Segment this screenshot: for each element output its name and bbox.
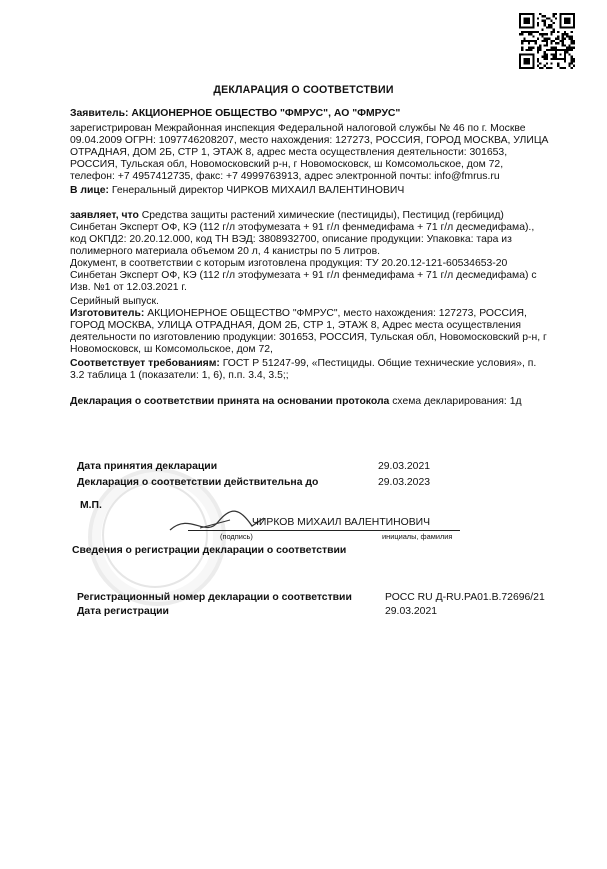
registration-number-value: РОСС RU Д-RU.РА01.В.72696/21 [385, 592, 545, 603]
qr-module [548, 24, 550, 26]
qr-module [546, 38, 548, 40]
qr-module [553, 40, 555, 42]
qr-module [571, 35, 573, 37]
qr-module [544, 65, 546, 67]
requirements-line [70, 358, 590, 370]
qr-module [553, 53, 555, 55]
qr-module [546, 26, 548, 28]
qr-module [544, 56, 546, 58]
qr-module [526, 31, 528, 33]
qr-module [571, 62, 573, 64]
qr-module [562, 33, 564, 35]
qr-module [537, 24, 539, 26]
qr-module [541, 35, 543, 37]
qr-module [566, 47, 568, 49]
signer-name: ЧИРКОВ МИХАИЛ ВАЛЕНТИНОВИЧ [252, 517, 431, 528]
qr-module [562, 35, 564, 37]
qr-module [546, 44, 548, 46]
qr-module [557, 62, 559, 64]
qr-module [564, 67, 566, 69]
valid-label: Декларация о соответствии действительна до [77, 477, 319, 488]
qr-module [537, 65, 539, 67]
qr-module [544, 20, 546, 22]
qr-module [571, 60, 573, 62]
qr-module [562, 40, 564, 42]
qr-module [539, 33, 541, 35]
qr-module [566, 49, 568, 51]
qr-module [553, 15, 555, 17]
qr-module [573, 42, 575, 44]
qr-module [553, 22, 555, 24]
applicant-detail-line: зарегистрирован Межрайонная инспекция Федеральной налоговой службы № 46 по г. Москве [70, 123, 526, 134]
qr-module [555, 42, 557, 44]
qr-module [541, 33, 543, 35]
qr-module [535, 42, 537, 44]
qr-module [537, 51, 539, 53]
basis-label: Декларация о соответствии принята на основании протокола [70, 396, 390, 407]
qr-module [550, 24, 552, 26]
qr-module [566, 35, 568, 37]
qr-module [568, 49, 570, 51]
qr-module [544, 15, 546, 17]
qr-module [568, 47, 570, 49]
qr-module [564, 33, 566, 35]
qr-module [546, 58, 548, 60]
qr-module [557, 38, 559, 40]
qr-module [568, 38, 570, 40]
qr-module [521, 42, 523, 44]
qr-module [548, 38, 550, 40]
qr-module [541, 15, 543, 17]
qr-module [566, 33, 568, 35]
manufacturer-line [70, 308, 590, 320]
manufacturer-detail-line: ГОРОД МОСКВА, УЛИЦА ОТРАДНАЯ, ДОМ 2Б, СТР 1, ЭТАЖ 8, Адрес места осуществления [70, 320, 521, 331]
qr-module [537, 17, 539, 19]
declares-detail-line: полимерного материала объемом 20 л, 4 канистры по 5 литров. [70, 246, 380, 257]
qr-module [541, 56, 543, 58]
qr-module [557, 65, 559, 67]
qr-module [526, 49, 528, 51]
qr-module [573, 40, 575, 42]
applicant-detail-line: ОТРАДНАЯ, ДОМ 2Б, СТР 1, ЭТАЖ 8, адрес места осуществления деятельности: 301653, [70, 147, 508, 158]
qr-module [557, 31, 559, 33]
registration-date-value: 29.03.2021 [385, 606, 438, 617]
basis-text: схема декларирования: 1д [389, 396, 522, 407]
declares-detail-line: Синбетан Эксперт ОФ, КЭ (112 г/л этофумезата + 91 г/л фенмедифама + 71 г/л десмедифама) с [70, 270, 537, 281]
basis-line [70, 396, 590, 408]
document-title: ДЕКЛАРАЦИЯ О СООТВЕТСТВИИ [213, 84, 394, 96]
qr-module [571, 58, 573, 60]
qr-module [544, 53, 546, 55]
qr-module [571, 49, 573, 51]
applicant-name: АКЦИОНЕРНОЕ ОБЩЕСТВО "ФМРУС", АО "ФМРУС" [128, 108, 401, 119]
person-value: Генеральный директор ЧИРКОВ МИХАИЛ ВАЛЕНТИНОВИЧ [109, 185, 405, 196]
qr-module [528, 33, 530, 35]
qr-module [528, 47, 530, 49]
registration-date-label: Дата регистрации [77, 606, 169, 617]
qr-module [557, 42, 559, 44]
qr-module [537, 31, 539, 33]
qr-module [548, 17, 550, 19]
qr-module [532, 47, 534, 49]
qr-module [568, 65, 570, 67]
qr-module [546, 53, 548, 55]
registration-heading: Сведения о регистрации декларации о соответствии [72, 545, 347, 556]
qr-module [553, 29, 555, 31]
qr-module [550, 62, 552, 64]
qr-module [550, 53, 552, 55]
mp-label: М.П. [80, 500, 102, 511]
qr-module [550, 58, 552, 60]
qr-module [537, 58, 539, 60]
qr-module [566, 51, 568, 53]
qr-module [546, 49, 548, 51]
qr-module [539, 62, 541, 64]
qr-module [550, 47, 552, 49]
qr-module [562, 44, 564, 46]
qr-module [548, 49, 550, 51]
qr-module [571, 67, 573, 69]
requirements-label: Соответствует требованиям: [70, 358, 220, 369]
qr-module [544, 58, 546, 60]
qr-module [544, 38, 546, 40]
qr-module [562, 38, 564, 40]
requirements-first: ГОСТ Р 51247-99, «Пестициды. Общие технические условия», п. [219, 358, 537, 369]
applicant-label: Заявитель: [70, 108, 129, 119]
qr-module [541, 20, 543, 22]
qr-module [521, 40, 523, 42]
qr-module [573, 58, 575, 60]
qr-module [523, 17, 530, 24]
qr-module [548, 67, 550, 69]
qr-module [523, 38, 525, 40]
signature-line [188, 530, 460, 531]
qr-module [564, 17, 571, 24]
qr-module [544, 22, 546, 24]
declares-detail-line: Документ, в соответствии с которым изготовлена продукция: ТУ 20.20.12-121-60534653-20 [70, 258, 508, 269]
qr-module [539, 67, 541, 69]
qr-module [523, 40, 525, 42]
qr-module [548, 26, 550, 28]
qr-module [559, 53, 561, 55]
qr-module [532, 40, 534, 42]
qr-module [550, 31, 552, 33]
qr-module [546, 17, 548, 19]
qr-module [553, 31, 555, 33]
qr-module [564, 38, 566, 40]
signature-caption: (подпись) [220, 532, 253, 541]
registration-number-label: Регистрационный номер декларации о соответствии [77, 592, 352, 603]
qr-module [521, 31, 523, 33]
applicant-detail-line: телефон: +7 4957412735, факс: +7 4999763913, адрес электронной почты: info@fmrus.ru [70, 171, 500, 182]
qr-module [519, 33, 521, 35]
qr-module [555, 38, 557, 40]
qr-module [573, 65, 575, 67]
qr-module [571, 31, 573, 33]
manufacturer-first: АКЦИОНЕРНОЕ ОБЩЕСТВО "ФМРУС", место нахождения: 127273, РОССИЯ, [144, 308, 527, 319]
qr-module [541, 40, 543, 42]
qr-module [521, 49, 523, 51]
qr-module [544, 40, 546, 42]
declares-line [70, 210, 590, 222]
qr-module [557, 35, 559, 37]
qr-module [537, 22, 539, 24]
qr-module [571, 56, 573, 58]
qr-module [568, 62, 570, 64]
qr-module [564, 44, 566, 46]
qr-module [535, 31, 537, 33]
qr-module [571, 42, 573, 44]
person-label: В лице: [70, 185, 110, 196]
qr-module [528, 49, 530, 51]
qr-module [530, 49, 532, 51]
qr-module [562, 67, 564, 69]
qr-module [539, 44, 541, 46]
declares-detail-line: Синбетан Эксперт ОФ, КЭ (112 г/л этофумезата + 91 г/л фенмедифама + 71 г/л десмедифама)., [70, 222, 535, 233]
qr-module [546, 67, 548, 69]
qr-module [537, 49, 539, 51]
qr-module [553, 47, 555, 49]
qr-module [530, 33, 532, 35]
initials-caption: инициалы, фамилия [382, 532, 453, 541]
person-line [70, 185, 590, 197]
valid-value: 29.03.2023 [378, 477, 431, 488]
qr-module [523, 31, 525, 33]
applicant-line [70, 108, 590, 120]
qr-module [546, 56, 548, 58]
qr-module [537, 38, 539, 40]
qr-module [528, 40, 530, 42]
qr-module [546, 33, 548, 35]
qr-module [539, 13, 541, 15]
qr-module [550, 20, 552, 22]
qr-module [539, 49, 541, 51]
declares-detail-line: Серийный выпуск. [70, 296, 159, 307]
qr-module [571, 38, 573, 40]
qr-module [532, 35, 534, 37]
qr-module [550, 49, 552, 51]
qr-module [530, 47, 532, 49]
applicant-detail-line: РОССИЯ, Тульская обл, Новомосковский р-н, г Новомосковск, ш Комсомольское, дом 72, [70, 159, 504, 170]
qr-module [562, 42, 564, 44]
qr-module [535, 40, 537, 42]
qr-module [530, 40, 532, 42]
qr-module [550, 26, 552, 28]
qr-module [526, 40, 528, 42]
qr-module [564, 60, 566, 62]
qr-module [546, 40, 548, 42]
adopted-label: Дата принятия декларации [77, 461, 218, 472]
qr-module [537, 60, 539, 62]
qr-module [550, 33, 552, 35]
qr-module [568, 35, 570, 37]
qr-module [530, 31, 532, 33]
qr-module [544, 24, 546, 26]
qr-module [555, 17, 557, 19]
qr-module [539, 47, 541, 49]
applicant-detail-line: 09.04.2009 ОГРН: 1097746208207, место нахождения: 127273, РОССИЯ, ГОРОД МОСКВА, УЛИЦА [70, 135, 549, 146]
qr-module [553, 13, 555, 15]
qr-module [546, 42, 548, 44]
qr-module [550, 40, 552, 42]
qr-module [546, 62, 548, 64]
manufacturer-label: Изготовитель: [70, 308, 145, 319]
manufacturer-detail-line: Новомосковск, ш Комсомольское, дом 72, [70, 344, 273, 355]
qr-module [555, 47, 557, 49]
qr-module [573, 60, 575, 62]
qr-module [550, 67, 552, 69]
requirements-detail-line: 3.2 таблица 1 (показатели: 1, 6), п.п. 3.4, 3.5;; [70, 370, 289, 381]
qr-module [550, 42, 552, 44]
manufacturer-detail-line: деятельности по изготовлению продукции: 301653, РОССИЯ, Тульская обл, Новомосковский р-н, г [70, 332, 547, 343]
qr-module [553, 58, 555, 60]
qr-code [519, 13, 575, 69]
qr-module [544, 44, 546, 46]
qr-module [521, 33, 523, 35]
declares-label: заявляет, что [70, 210, 139, 221]
qr-module [568, 44, 570, 46]
qr-module [553, 56, 555, 58]
qr-module [555, 13, 557, 15]
qr-module [544, 51, 546, 53]
qr-module [523, 58, 530, 65]
declares-first: Средства защиты растений химические (пестициды), Пестицид (гербицид) [138, 210, 504, 221]
qr-module [541, 67, 543, 69]
qr-module [521, 47, 523, 49]
declares-detail-line: Изв. №1 от 12.03.2021 г. [70, 282, 187, 293]
qr-module [537, 47, 539, 49]
qr-module [559, 67, 561, 69]
adopted-value: 29.03.2021 [378, 461, 431, 472]
qr-module [541, 29, 543, 31]
qr-module [571, 47, 573, 49]
qr-module [564, 31, 566, 33]
declares-detail-line: код ОКПД2: 20.20.12.000, код ТН ВЭД: 3808932700, описание продукции: Упаковка: тара из [70, 234, 512, 245]
qr-module [528, 31, 530, 33]
qr-module [573, 47, 575, 49]
qr-module [544, 33, 546, 35]
qr-module [571, 40, 573, 42]
qr-module [568, 53, 570, 55]
qr-module [532, 31, 534, 33]
qr-module [553, 49, 555, 51]
qr-module [528, 42, 530, 44]
qr-module [559, 40, 561, 42]
